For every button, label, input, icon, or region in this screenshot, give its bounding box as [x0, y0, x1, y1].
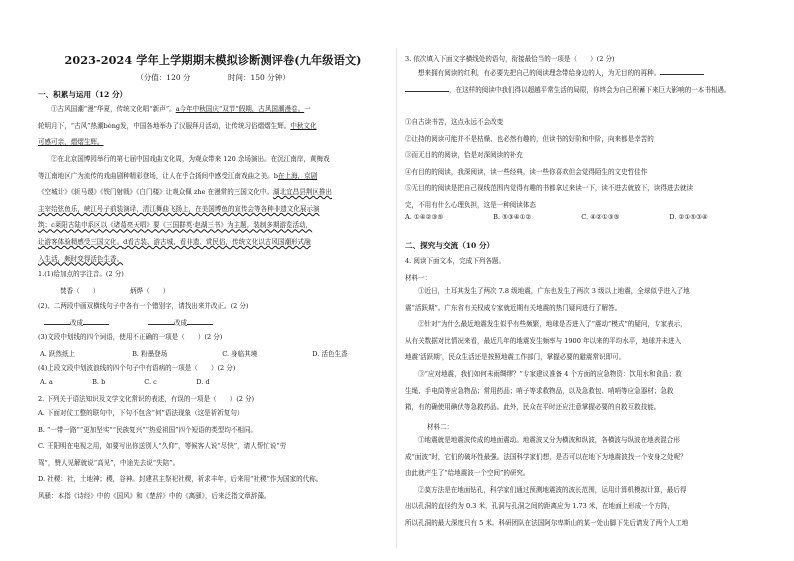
question-1-3: (3)文段中划线的四个词语，使用不正确的一项是（ ）(2 分) — [38, 333, 223, 341]
m1-line: ②针对“为什么最近地震发生似乎有些频繁，地球是否进入了“震动”模式”的疑问，专家表示， — [418, 320, 687, 329]
q3-options — [405, 213, 757, 221]
para1-underlined-sentence-a: a今年中秋国庆“双节”假期，古风国潮漫卷。 — [175, 105, 305, 113]
column-divider — [396, 48, 397, 548]
q1-2-answer-1[interactable] — [44, 317, 109, 327]
m1-line: ①近日，土耳其发生了两次 7.8 级地震，广东也发生了两次 3 级以上地震，全球似乎进入了地 — [418, 287, 690, 295]
q2-option-d[interactable]: D. 社稷：社，土地神；稷，谷神。封建君主祭祀社稷，祈求丰年，后来用“社稷”作为国家的代称。 — [38, 475, 323, 484]
material-2-label: 材料二： — [427, 423, 454, 431]
para2-line: 《空城计》《斩马谡》《铁门射戟》《白门楼》让观众佩 zhe 在漫常的三国文化中。 — [38, 188, 274, 197]
para1-seg: bèng发，中国各地举办了汉服拜月活动，让传统习俗熠熠生辉。 — [103, 121, 291, 130]
q1-word-2[interactable]: 炳烨（ ） — [130, 287, 170, 295]
m1-line: 箱，有的确使用碘伏等急救药品。此外，民众在平时还应注意掌握必要的自救互救技能。 — [405, 403, 661, 412]
q1-2-answer-2[interactable] — [148, 317, 213, 327]
para2-wavy-sentence: 湖北宜昌县荆区推出 — [273, 188, 332, 197]
q2-option-c[interactable]: C. 王阳明在电视之用，如要写出你送别人“久仰”，等候客人说“尽快”，请人帮忙说“劳 — [38, 442, 287, 451]
q3-sentence-3: ③而无目的的阅读，恰是对深阅读的补充 — [405, 151, 523, 160]
question-1-4: (4)上段文段中划波浪线的四个句子中有语病的一项是（ ）(2 分) — [38, 364, 236, 372]
para2-underlined: 在上海，京剧 — [277, 171, 318, 180]
exam-title: 2023-2024 学年上学期期末模拟诊断测评卷(九年级语文) — [64, 53, 362, 67]
material-1-text — [405, 283, 757, 416]
para1-underlined-phrase: 可感可亲，熠熠生辉。 — [38, 138, 104, 147]
q1-4-option-a[interactable]: A. a — [40, 378, 53, 386]
para2-wavy-sentence: 让游客体验精感受三国文化。 — [38, 237, 124, 246]
q1-word-1[interactable]: 焚香（ ） — [60, 287, 100, 295]
q3-blank-1[interactable] — [660, 67, 704, 75]
m2-line: 所以孔洞的最大深度只有 5 米。科研团队在法国阿尔卑斯山的某一处山脚下先后请发了两个人工地 — [405, 518, 689, 527]
q3-line-1: 想来拥有阅读的红利，有必要先把自己的阅读理念带给身边的人，为无目的的再种。 — [418, 69, 661, 77]
q3-sentence-1: ①自古读书苦，这点永远不会改变 — [405, 118, 504, 126]
passage-paragraph-2 — [38, 151, 388, 267]
q2-options — [38, 405, 388, 505]
question-1-1: 1.(1)给加点的字注音。(2 分) — [38, 270, 124, 278]
q2-option-b[interactable]: B. “一带一路”“更加坚实”“民族复兴”“热爱祖国”四个短语的类型均不相同。 — [38, 425, 258, 434]
q1-3-option-d[interactable]: D. 活色生香 — [312, 350, 348, 358]
q3-line-2: ，在这样的阅读中我们得以超越平常生活的局限，你终会为自己积蓄下来巨大影响的一本书相遇。 — [449, 85, 731, 94]
material-1-label: 材料一： — [405, 274, 432, 282]
m2-line: 由此就产生了“给地震波一个空间”的研究。 — [405, 469, 530, 478]
q1-4-options — [40, 378, 390, 386]
q1-4-option-d[interactable]: D. d — [196, 378, 210, 386]
q3-sentences — [405, 114, 757, 214]
q1-3-option-c[interactable]: C. 身临其境 — [222, 350, 258, 358]
m2-line: ①地震就是地震波传成的地面震动。地震波又分为横波和纵波，各横波与纵波在地表混合形 — [418, 436, 680, 444]
passage-paragraph-1 — [38, 101, 388, 151]
para1-underlined-phrase: 中秋文化 — [290, 121, 317, 130]
m2-line: 成“面波”时，它们的破坏性最强。法国科学家们想，是否可以在地下为地震波找一个安身之处呢？ — [405, 452, 687, 461]
fix-label: 改成 — [174, 319, 188, 327]
para2-wavy-sentence: 筑；c莱阳古陆申系区以《诸葛亮天唱》要《三国群英·赵湖三书》为主题，装制多期游览活动， — [38, 221, 313, 230]
q3-passage — [405, 65, 757, 98]
m2-line: ②莫方法是在地面钻孔，科学家们通过预测地震波的波长范围，运用计算机模拟计算，最后得 — [418, 485, 687, 494]
m1-line: 震“活跃期”。广东省有关权威专家就近期有关地震的热门疑问进行了解答。 — [405, 303, 622, 312]
question-2: 2. 下列关于语法知识及文学文化常识的表述，有误的一项是（ ）(2 分) — [38, 395, 255, 403]
m1-line: 地震‘活跃期’，民众生活还是按照地震工作部门，掌握必要的避震常识即可。 — [405, 353, 626, 362]
para2-wavy-sentence: 入生活，颇时变得活色生香。 — [38, 254, 124, 263]
para2-line: ②在北京国博园举行的第七届中国戏曲文化周，为观众带来 120 余场演出。在沉江南岸，黄梅戏 — [51, 155, 330, 163]
q3-option-a[interactable]: A. ①④②③⑤ — [405, 213, 444, 221]
q1-4-option-b[interactable]: B. b — [92, 378, 106, 386]
q3-sentence-2: ②让持的阅读可能并不是枯燥、也必然有趣的，但读书的好阶和中阶，向来都是幸苦的 — [405, 134, 654, 143]
m1-line: 从有关数据对比情况来看，最近几年的地震发生频率与 1900 年以来的平均水平，地球并未进入 — [405, 336, 682, 345]
q3-option-b[interactable]: B. ⑤③④①② — [493, 213, 532, 221]
para2-wavy-sentence: 主宰给弦鱼乐，峡江号子前装演译，清江舞曲飞扬上，在美国博鱼的宣传会等各种非遗文化展示演 — [38, 204, 320, 213]
para2-line: 等江南地区广为流传的戏曲剧种精彩登场，让人在乎合扬间中感受江南戏曲之美。b — [38, 171, 278, 180]
q1-3-option-a[interactable]: A. 跃然纸上 — [40, 350, 76, 358]
m1-line: 生绳、手电筒等应急物品；常用药品；哨子等求救物品，以及急救包、哨哨等应急器材；急救 — [405, 386, 674, 395]
q3-sentence-5-cont: 完，不用有什么心理负担，这是一种阅读体态 — [405, 200, 536, 209]
para1-seg: 一 — [304, 105, 311, 113]
para1-seg: ①古风国潮“漫”华夏，传统文化唱“新声”。 — [51, 105, 176, 113]
q3-option-c[interactable]: C. ④②①③⑤ — [581, 213, 620, 221]
material-2-text — [405, 432, 757, 532]
para1-seg: 轮明月下，“古风”热潮 — [38, 121, 104, 130]
section-1-heading: 一、积累与运用（12 分） — [38, 90, 128, 99]
q1-3-option-b[interactable]: B. 粉墨登场 — [132, 350, 168, 358]
question-1-2: (2)、二两段中画双横线句子中各有一个错别字，请找出来并改正。(2 分) — [38, 302, 249, 310]
exam-subtitle: （分值：120 分 时间：150 分钟） — [136, 73, 290, 82]
q3-option-d[interactable]: D. ②①⑤③④ — [669, 213, 708, 221]
section-2-heading: 二、探究与交流（10 分） — [405, 241, 495, 250]
para2-wavy-sentence: d看古装、游古城、看非遗、赏民俗，传统文化以古风国潮形式融 — [123, 237, 311, 246]
m1-line: ③“应对地震，我们如何未雨绸缪？”专家建议准备 4 个方面的应急物资：饮用水和食品；救 — [418, 369, 682, 378]
q2-option-c-cont: 驾”，赞人见解就说“高见”，中途先去说“失陪”。 — [38, 458, 180, 467]
q2-option-d-cont: 风骚：本指《诗经》中的《国风》和《楚辞》中的《离骚》，后来泛指文章辞藻。 — [38, 491, 271, 500]
q3-sentence-5: ⑤无目的的阅读是把自己视线范围内觉得有趣的书都拿过来读一下，读不进去就放下，读得进去就读 — [405, 184, 694, 193]
q3-sentence-4: ④有目的的阅读，我深阅读，读一些经典，读一些你喜欢但会觉得陌生的文史哲佳作 — [405, 167, 648, 176]
q1-4-option-c[interactable]: C. c — [144, 378, 157, 386]
question-4: 4. 阅读下面文本，完成下列各题。 — [405, 257, 505, 265]
question-3: 3. 依次填入下面文字横线处的语句，衔接最恰当的一项是（ ）(2 分) — [405, 55, 615, 63]
q1-3-options — [40, 348, 390, 358]
q2-option-a[interactable]: A. 下面对仗工整的联句中，下句不包含“何”语法现象（这是祈祈复句） — [38, 409, 244, 417]
q3-blank-2[interactable] — [405, 84, 449, 92]
m2-line: 出以孔洞的直径约为 0.3 米，孔洞与孔洞之间的距离应为 1.73 米，在地面上形成一个方阵， — [405, 502, 675, 511]
fix-label: 改成 — [70, 319, 84, 327]
